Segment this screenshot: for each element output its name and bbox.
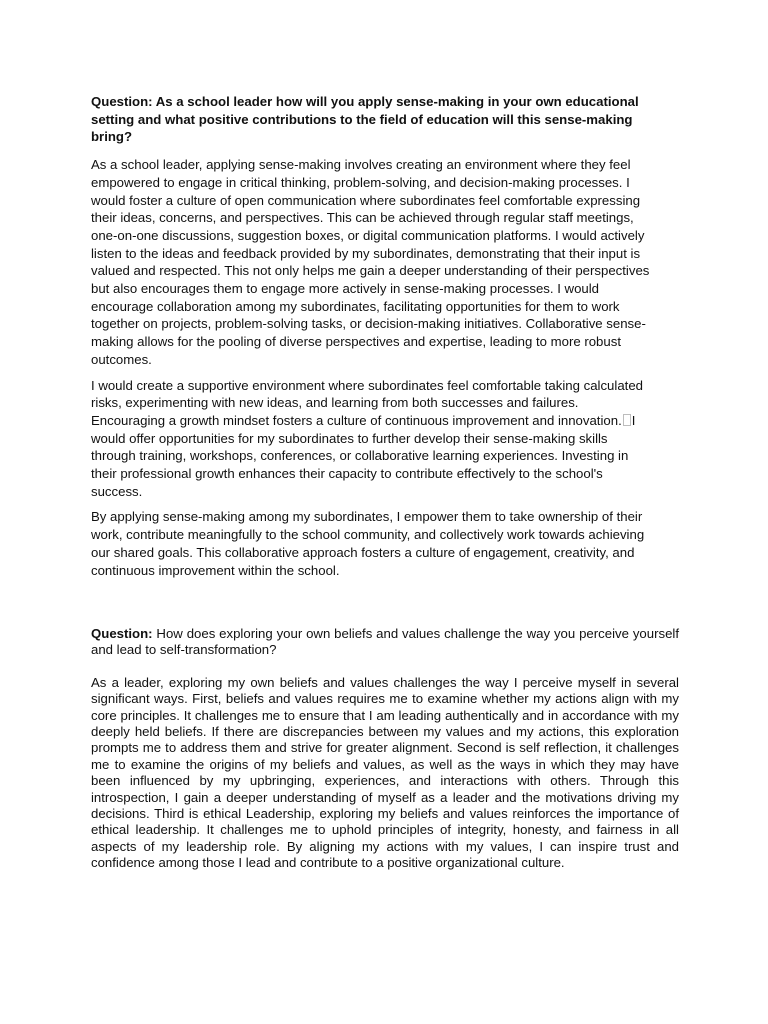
answer-1-paragraph-3: By applying sense-making among my subordinates, I empower them to take ownership of their work, contribute meaningfully to the school community, and collectively work towards achieving our shared goals. This collaborative approach fosters a culture of engagement, creativity, and continuous improvement within the school.: [91, 509, 645, 578]
question-2-label: Question:: [91, 626, 153, 641]
answer-1-paragraph-2-part-2: I would offer opportunities for my subordinates to further develop their sense-making skills through training, workshops, conferences, or collaborative learning experiences. Investing in their professional growth enhances their capacity to contribute effectively to the school's success.: [91, 412, 636, 499]
answer-2: As a leader, exploring my own beliefs and values challenges the way I perceive myself in several significant ways. First, beliefs and values requires me to examine whether my actions align with my core principles. It challenges me to ensure that I am leading authentically and in accordance with my deeply held beliefs. If there are discrepancies between my values and my actions, this exploration prompts me to address them and strive for greater alignment. Second is self reflection, it challenges me to examine the origins of my beliefs and values, as well as the ways in which they may have been influenced by my upbringing, experiences, and interactions with others. Through this introspection, I gain a deeper understanding of myself as a leader and the motivations driving my decisions. Third is ethical Leadership, exploring my beliefs and values reinforces the importance of ethical leadership. It challenges me to uphold principles of integrity, honesty, and fairness in all aspects of my leadership role. By aligning my actions with my values, I can inspire trust and confidence among those I lead and contribute to a positive organizational culture.: [91, 674, 679, 871]
missing-glyph-icon: [623, 414, 631, 426]
question-2-text: How does exploring your own beliefs and values challenge the way you perceive yourself and lead to self-transformation?: [91, 626, 679, 658]
question-2: [91, 626, 679, 659]
answer-1-paragraph-2-part-1: I would create a supportive environment where subordinates feel comfortable taking calculated risks, experimenting with new ideas, and learning from both successes and failures. Encouraging a growth mindset fosters a culture of continuous improvement and innovation.: [91, 377, 643, 428]
answer-1-paragraph-1: As a school leader, applying sense-making involves creating an environment where they feel empowered to engage in critical thinking, problem-solving, and decision-making processes. I would foster a culture of open communication where subordinates feel comfortable expressing their ideas, concerns, and perspectives. This can be achieved through regular staff meetings, one-on-one discussions, suggestion boxes, or digital communication platforms. I would actively listen to the ideas and feedback provided by my subordinates, demonstrating that their input is valued and respected. This not only helps me gain a deeper understanding of their perspectives but also encourages them to engage more actively in sense-making processes. I would encourage collaboration among my subordinates, facilitating opportunities for them to work together on projects, problem-solving tasks, or decision-making initiatives. Collaborative sense- making allows for the pooling of diverse perspectives and expertise, leading to more robust outcomes.: [91, 157, 650, 367]
question-1: Question: As a school leader how will you apply sense-making in your own educational setting and what positive contributions to the field of education will this sense-making bring?: [91, 94, 639, 145]
section-1: [91, 93, 679, 579]
section-2: [91, 626, 679, 872]
answer-1-paragraph-2: [91, 377, 679, 501]
